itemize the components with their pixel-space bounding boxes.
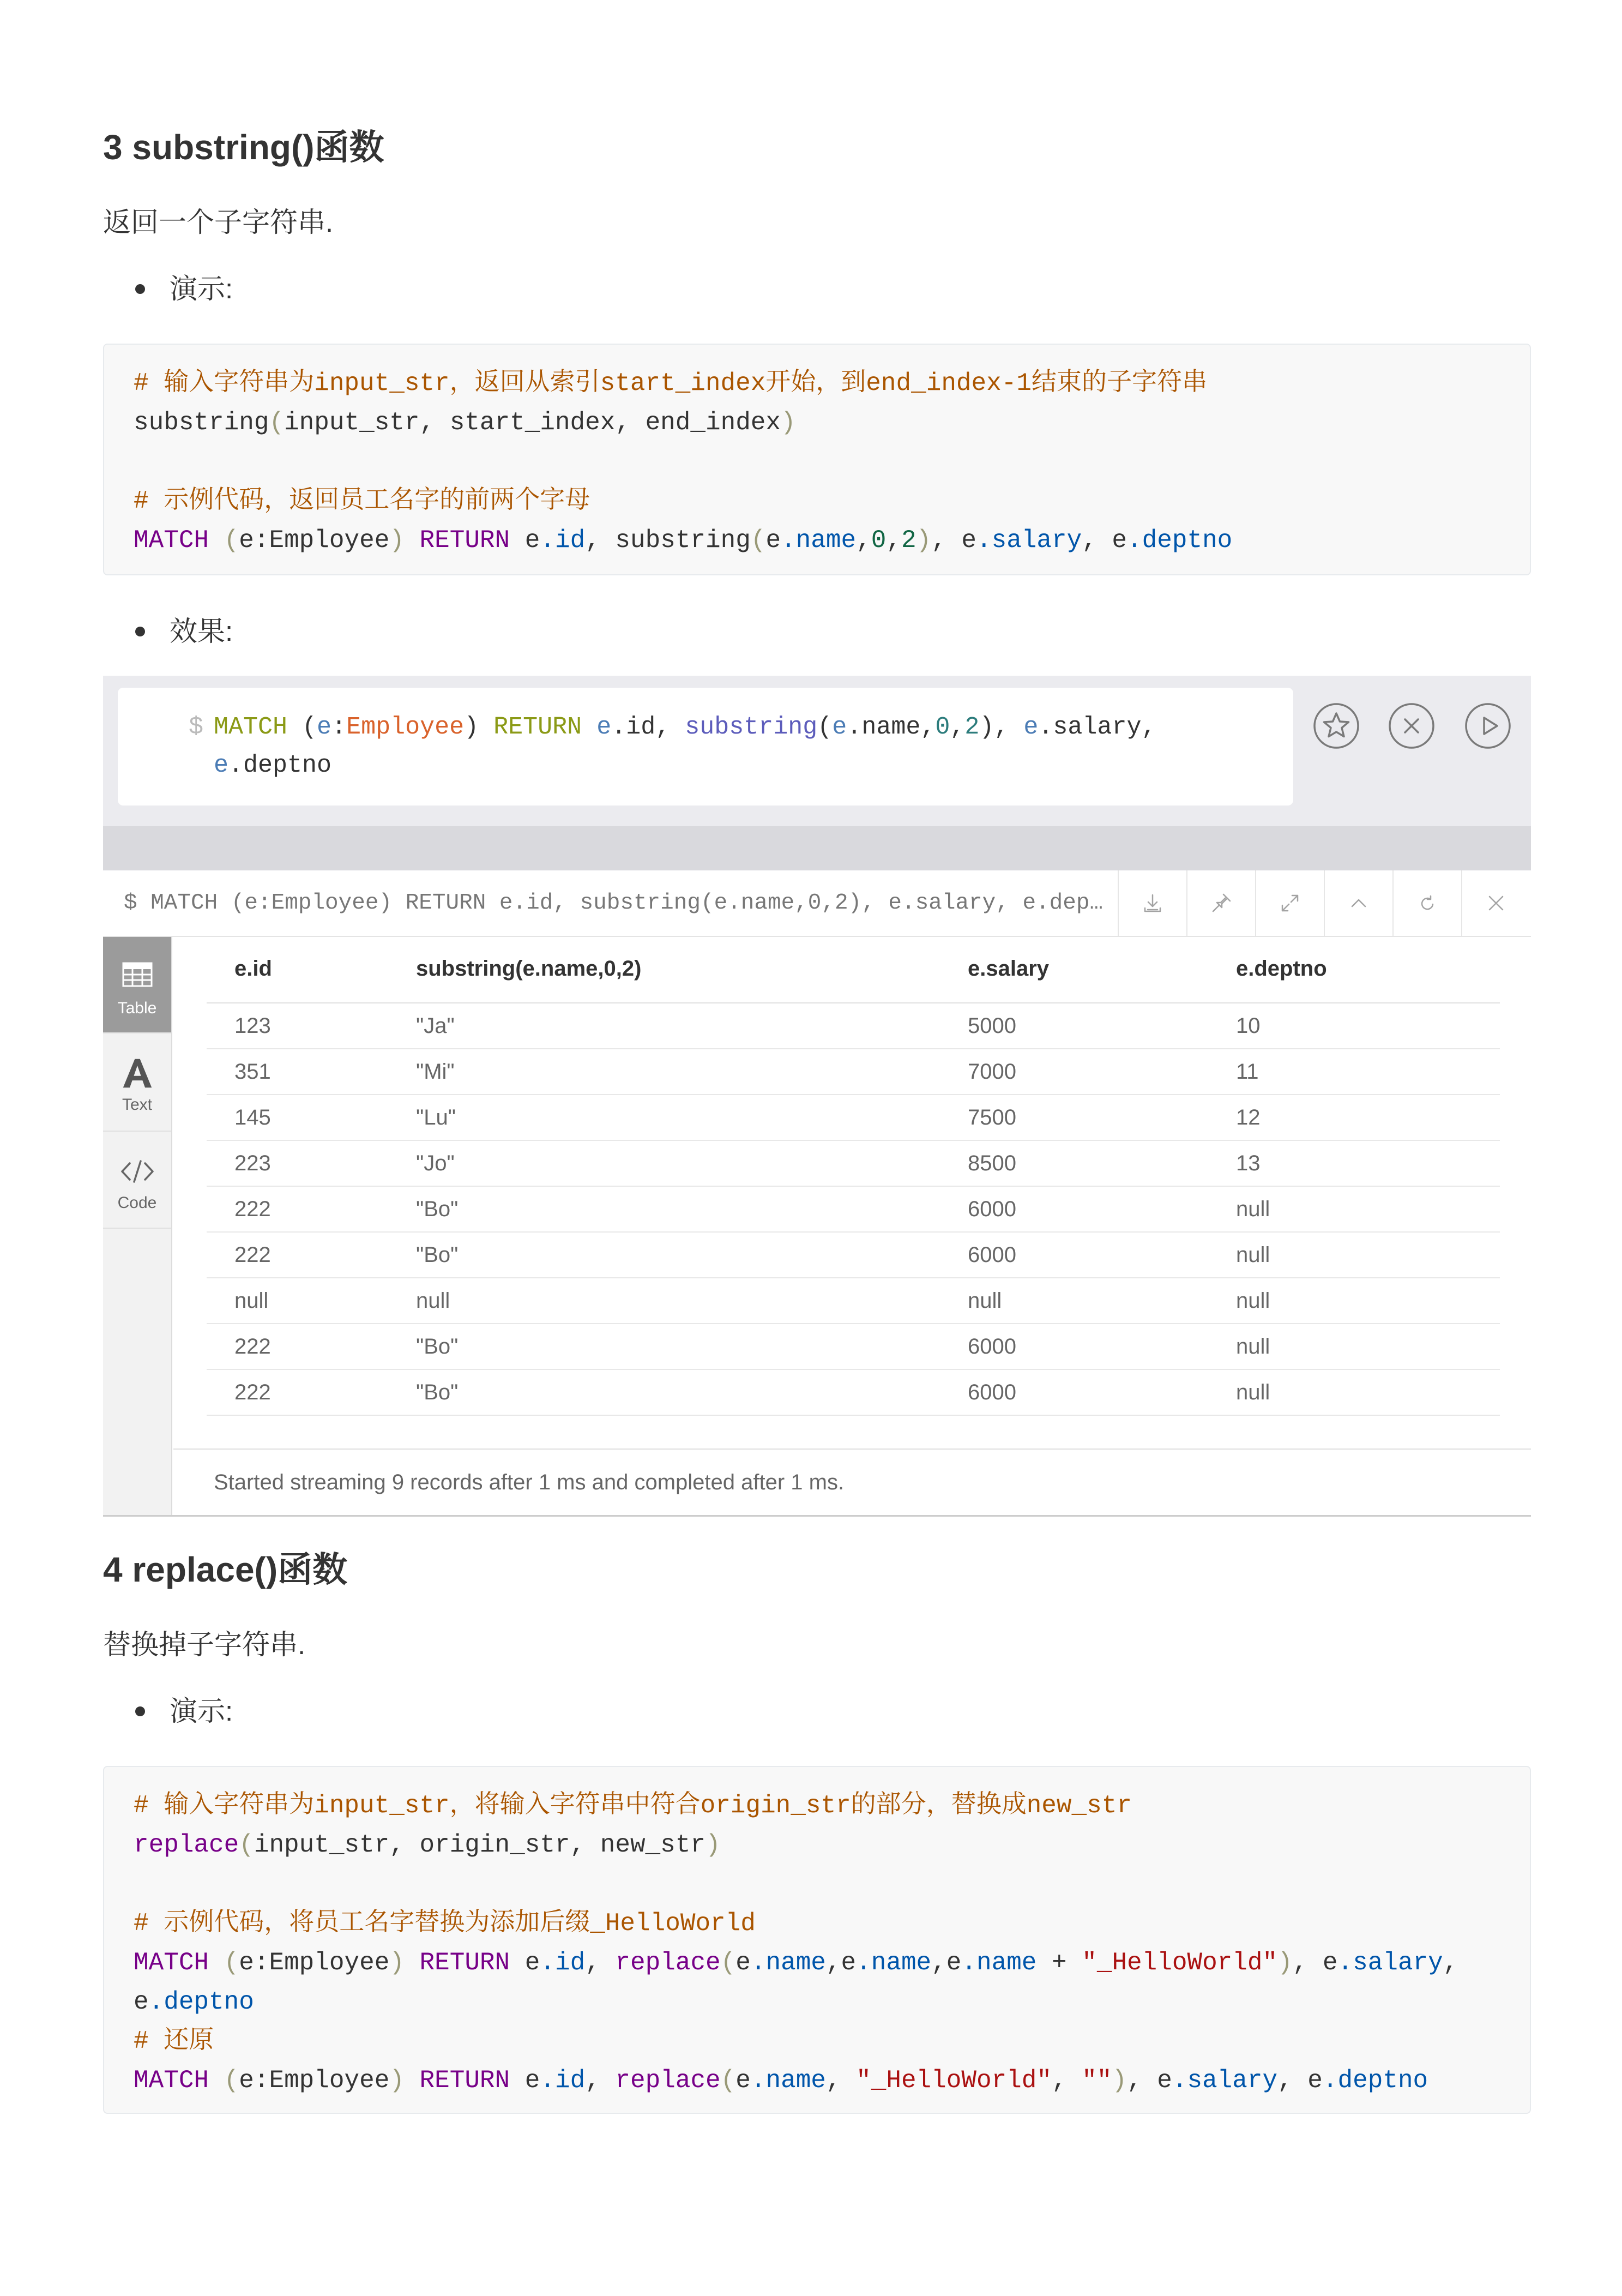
code-line	[134, 403, 1500, 442]
code-token: RETURN	[493, 713, 582, 741]
table-cell: 223	[234, 1151, 271, 1175]
code-token: # 示例代码，返回员工名字的前两个字母	[134, 487, 590, 515]
code-token: )	[916, 526, 932, 555]
code-token: .salary	[1337, 1949, 1443, 1977]
frame-header	[103, 870, 1531, 937]
play-icon	[1464, 702, 1511, 749]
code-block-replace[interactable]	[103, 1766, 1531, 2114]
code-token: RETURN	[419, 526, 510, 555]
code-block-substring[interactable]	[103, 344, 1531, 575]
result-table	[207, 937, 1500, 1416]
table-cell: 6000	[968, 1334, 1016, 1359]
code-token	[405, 1949, 420, 1977]
code-token: .name	[856, 1949, 932, 1977]
code-token: (	[817, 713, 833, 741]
table-cell: "Bo"	[416, 1380, 459, 1404]
code-token: Employee	[346, 713, 465, 741]
table-cell: null	[1236, 1242, 1270, 1267]
code-token	[405, 526, 420, 555]
code-token: ),	[979, 713, 1024, 741]
code-token: # 输入字符串为input_str，将输入字符串中符合origin_str的部分，替换成new_str	[134, 1792, 1132, 1820]
code-token: .salary	[976, 526, 1082, 555]
code-token: "_HelloWorld"	[856, 2066, 1052, 2095]
code-token: e	[735, 1949, 751, 1977]
code-token: ,	[856, 526, 871, 555]
table-cell: 11	[1236, 1059, 1259, 1084]
code-token: ,	[886, 526, 901, 555]
table-cell: "Bo"	[416, 1197, 459, 1221]
bullet-label: 演示:	[170, 1696, 233, 1727]
code-token: ,	[1051, 2066, 1082, 2095]
code-token: 2	[901, 526, 916, 555]
code-token	[209, 1949, 224, 1977]
section-description-substring: 返回一个子字符串.	[103, 207, 334, 238]
code-token: e	[510, 526, 540, 555]
code-token: e:Employee	[239, 526, 390, 555]
code-token: ,	[825, 2066, 857, 2095]
code-token: e	[134, 1988, 149, 2016]
code-token: .salary,	[1038, 713, 1156, 741]
code-line	[134, 1943, 1500, 1982]
code-token: # 还原	[134, 2027, 214, 2055]
table-cell: "Jo"	[416, 1151, 455, 1175]
code-token: )	[781, 408, 796, 437]
code-token: e	[510, 1949, 540, 1977]
tab-label: Code	[117, 1194, 157, 1212]
section-heading-replace: 4 replace()函数	[103, 1550, 348, 1589]
code-line	[134, 2061, 1500, 2100]
code-token: , e	[1082, 526, 1127, 555]
code-token: ,e	[931, 1949, 962, 1977]
code-line	[214, 747, 1156, 785]
code-token	[209, 526, 224, 555]
table-cell: 6000	[968, 1380, 1016, 1404]
code-token: , e	[931, 526, 976, 555]
table-cell: 10	[1236, 1013, 1261, 1038]
code-token: .deptno	[228, 752, 332, 779]
code-token: .id	[540, 2066, 586, 2095]
code-token: replace	[615, 2066, 721, 2095]
code-line	[134, 1865, 1500, 1904]
code-token: , substring	[585, 526, 751, 555]
table-icon	[122, 961, 153, 988]
code-line	[134, 442, 1500, 482]
code-icon	[120, 1158, 155, 1185]
close-circle-icon	[1388, 702, 1435, 749]
table-cell: 13	[1236, 1151, 1261, 1175]
text-icon	[121, 1057, 154, 1090]
bullet-dot	[135, 284, 145, 294]
code-token: # 示例代码，将员工名字替换为添加后缀_HelloWorld	[134, 1909, 756, 1938]
code-token: e:Employee	[239, 1949, 390, 1977]
code-token: replace	[134, 1831, 239, 1859]
code-token	[209, 2066, 224, 2095]
table-cell: null	[1236, 1197, 1270, 1221]
download-icon	[1141, 891, 1165, 915]
pin-icon	[1209, 891, 1233, 915]
table-cell: 5000	[968, 1013, 1016, 1038]
table-cell: null	[1236, 1288, 1270, 1313]
code-token: :	[331, 713, 347, 741]
code-token: "_HelloWorld"	[1082, 1949, 1278, 1977]
table-cell: "Mi"	[416, 1059, 455, 1084]
bullet-dot	[135, 1706, 145, 1716]
code-token: replace	[615, 1949, 721, 1977]
code-token: e:Employee	[239, 2066, 390, 2095]
code-token: e	[596, 713, 612, 741]
column-header: e.id	[234, 956, 272, 981]
table-cell: null	[416, 1288, 450, 1313]
table-cell: 145	[234, 1105, 271, 1129]
code-token: e	[510, 2066, 540, 2095]
result-table-header	[207, 937, 1500, 1003]
code-token: .id	[540, 1949, 586, 1977]
code-token: .deptno	[1322, 2066, 1428, 2095]
code-token: .id,	[611, 713, 685, 741]
code-token: ,	[950, 713, 965, 741]
table-cell: 351	[234, 1059, 271, 1084]
query-editor[interactable]	[118, 688, 1293, 806]
code-token: e	[735, 2066, 751, 2095]
table-row	[207, 1095, 1500, 1141]
table-row	[207, 1324, 1500, 1370]
code-token: ,	[585, 1949, 616, 1977]
table-cell: null	[234, 1288, 269, 1313]
code-token: +	[1036, 1949, 1082, 1977]
chevron-up-icon	[1347, 891, 1371, 915]
table-row	[207, 1370, 1500, 1416]
code-token: .name,	[847, 713, 936, 741]
result-frame	[103, 870, 1531, 1517]
neo4j-browser-screenshot	[103, 676, 1531, 1517]
code-token: )	[389, 1949, 405, 1977]
table-cell: 222	[234, 1197, 271, 1221]
frame-body	[103, 937, 1531, 1515]
table-cell: 222	[234, 1380, 271, 1404]
code-token: ,e	[825, 1949, 857, 1977]
bullet-label: 效果:	[170, 616, 233, 647]
code-token: MATCH	[134, 1949, 209, 1977]
table-row	[207, 1187, 1500, 1233]
code-token: 0	[871, 526, 887, 555]
table-cell: "Ja"	[416, 1013, 455, 1038]
code-token: e	[1023, 713, 1039, 741]
table-cell: 6000	[968, 1242, 1016, 1267]
code-token: 0	[935, 713, 950, 741]
code-token: e	[832, 713, 847, 741]
code-token: , e	[1277, 2066, 1323, 2095]
code-token: .id	[540, 526, 586, 555]
column-header: e.salary	[968, 956, 1050, 981]
code-token: MATCH	[134, 526, 209, 555]
code-token: substring	[685, 713, 818, 741]
code-token: (	[720, 2066, 736, 2095]
table-cell: "Bo"	[416, 1334, 459, 1359]
frame-actions	[1118, 870, 1530, 936]
tab-code[interactable]	[103, 1132, 171, 1229]
table-cell: 7000	[968, 1059, 1016, 1084]
code-token: RETURN	[419, 2066, 510, 2095]
table-cell: "Bo"	[416, 1242, 459, 1267]
view-sidebar	[103, 937, 172, 1515]
code-token: .name	[750, 2066, 826, 2095]
code-token: )	[389, 526, 405, 555]
code-token: substring	[134, 408, 269, 437]
bullet-item-result	[103, 612, 539, 651]
tab-table[interactable]	[103, 937, 171, 1033]
editor-area	[103, 676, 1531, 826]
rerun-button[interactable]	[1392, 870, 1461, 936]
code-token: (	[224, 2066, 239, 2095]
code-token: input_str, origin_str, new_str	[254, 1831, 706, 1859]
table-row	[207, 1003, 1500, 1049]
bullet-label: 演示:	[170, 273, 233, 304]
code-token: ""	[1082, 2066, 1112, 2095]
tab-label: Table	[117, 999, 157, 1017]
frame-title[interactable]: $ MATCH (e:Employee) RETURN e.id, substring(e.name,0,2), e.salary, e.dep…	[124, 891, 1104, 916]
code-token: e	[317, 713, 332, 741]
code-token: MATCH	[134, 2066, 209, 2095]
editor-lines	[214, 708, 1156, 785]
section-heading-substring: 3 substring()函数	[103, 128, 384, 167]
stream-divider	[103, 826, 1531, 870]
table-row	[207, 1141, 1500, 1187]
code-token: MATCH	[214, 713, 288, 741]
code-token: .name	[781, 526, 857, 555]
code-token: (	[224, 526, 239, 555]
run-button[interactable]	[1464, 702, 1511, 749]
code-token: e	[765, 526, 781, 555]
table-cell: 222	[234, 1334, 271, 1359]
download-button[interactable]	[1118, 870, 1186, 936]
code-line	[134, 1825, 1500, 1865]
table-cell: null	[968, 1288, 1002, 1313]
bullet-item-demo	[103, 270, 539, 308]
code-token: )	[705, 1831, 721, 1859]
table-cell: 123	[234, 1013, 271, 1038]
table-row	[207, 1233, 1500, 1278]
code-token: .salary	[1172, 2066, 1278, 2095]
code-token: .name	[750, 1949, 826, 1977]
code-token: input_str, start_index, end_index	[284, 408, 781, 437]
result-table-body	[207, 1003, 1500, 1416]
table-cell: 6000	[968, 1197, 1016, 1221]
close-frame-button[interactable]	[1461, 870, 1530, 936]
pin-button[interactable]	[1186, 870, 1255, 936]
code-token: 2	[964, 713, 980, 741]
table-row	[207, 1049, 1500, 1095]
code-line	[134, 1904, 1500, 1943]
tab-text[interactable]	[103, 1033, 171, 1132]
status-message: Started streaming 9 records after 1 ms and completed after 1 ms.	[173, 1448, 1531, 1515]
code-token: # 输入字符串为input_str，返回从索引start_index开始，到end_index-1结束的子字符串	[134, 369, 1207, 398]
bullet-dot	[135, 627, 145, 636]
star-icon	[1313, 702, 1360, 749]
code-token: .name	[961, 1949, 1037, 1977]
code-token: RETURN	[419, 1949, 510, 1977]
close-icon	[1484, 891, 1508, 915]
code-token: (	[720, 1949, 736, 1977]
code-token: (	[224, 1949, 239, 1977]
code-line	[134, 1786, 1500, 1825]
code-token: (	[750, 526, 766, 555]
column-header: substring(e.name,0,2)	[416, 956, 642, 981]
section-description-replace: 替换掉子字符串.	[103, 1629, 306, 1660]
code-token: e	[214, 752, 229, 779]
code-token: .deptno	[148, 1988, 254, 2016]
table-cell: "Lu"	[416, 1105, 456, 1129]
code-token: (	[269, 408, 285, 437]
table-cell: 222	[234, 1242, 271, 1267]
code-line	[134, 2022, 1500, 2061]
discard-button[interactable]	[1388, 702, 1435, 749]
table-cell: 12	[1236, 1105, 1261, 1129]
editor-prompt: $	[189, 713, 204, 741]
fullscreen-button[interactable]	[1255, 870, 1324, 936]
table-cell: 8500	[968, 1151, 1016, 1175]
code-token	[582, 713, 596, 741]
code-line	[134, 482, 1500, 521]
code-line	[214, 708, 1156, 747]
code-token: ,	[1443, 1949, 1458, 1977]
code-token: )	[1112, 2066, 1127, 2095]
code-token: )	[464, 713, 494, 741]
table-cell: 7500	[968, 1105, 1016, 1129]
tab-label: Text	[122, 1096, 153, 1114]
column-header: e.deptno	[1236, 956, 1327, 981]
collapse-button[interactable]	[1324, 870, 1392, 936]
refresh-icon	[1415, 891, 1439, 915]
code-token: , e	[1292, 1949, 1338, 1977]
table-row	[207, 1278, 1500, 1324]
code-token: )	[1277, 1949, 1293, 1977]
code-token: )	[389, 2066, 405, 2095]
code-token: .deptno	[1127, 526, 1233, 555]
code-line	[134, 521, 1500, 560]
expand-icon	[1278, 891, 1302, 915]
code-line	[134, 364, 1500, 403]
code-token: (	[239, 1831, 254, 1859]
code-line	[134, 1982, 1500, 2022]
table-cell: null	[1236, 1380, 1270, 1404]
code-token: (	[287, 713, 317, 741]
code-token: ,	[585, 2066, 616, 2095]
bullet-item-demo	[103, 1692, 539, 1730]
table-cell: null	[1236, 1334, 1270, 1359]
favorite-button[interactable]	[1313, 702, 1360, 749]
code-token	[405, 2066, 420, 2095]
code-token: , e	[1127, 2066, 1172, 2095]
